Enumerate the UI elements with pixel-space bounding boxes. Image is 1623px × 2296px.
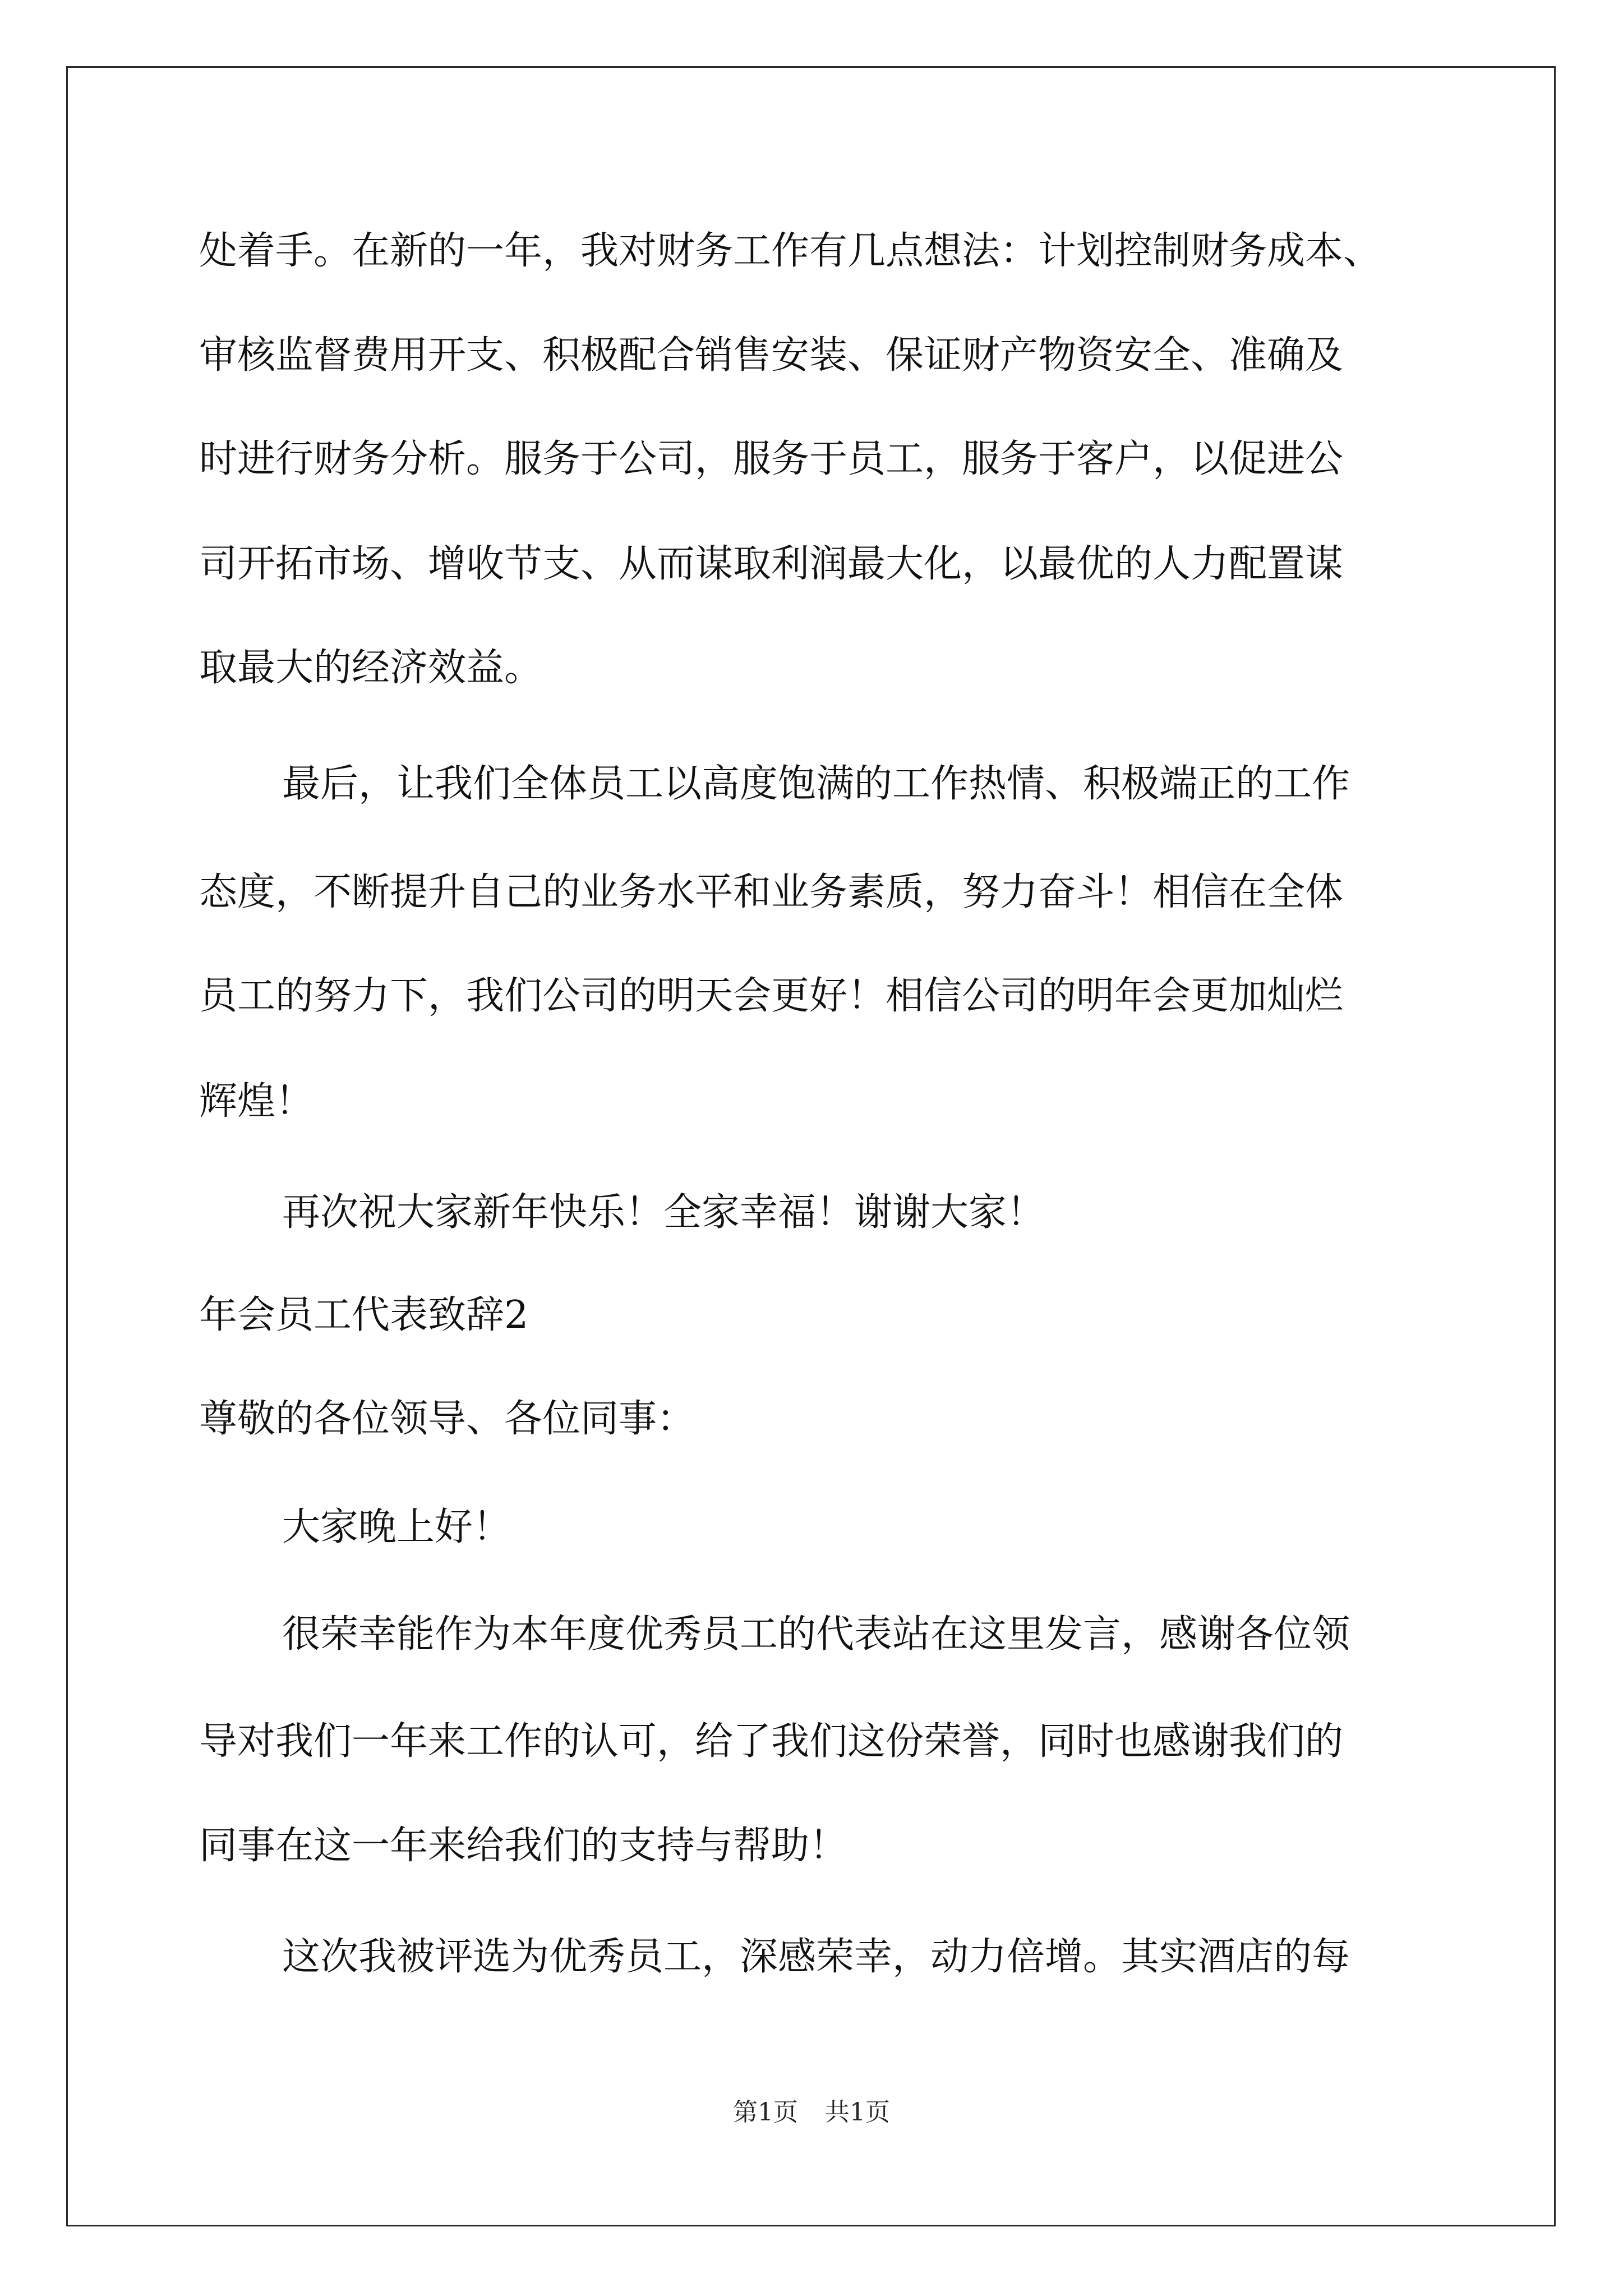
greeting: 大家晚上好！ — [282, 1505, 511, 1549]
body-line: 再次祝大家新年快乐！全家幸福！谢谢大家！ — [282, 1190, 1045, 1235]
body-line: 处着手。在新的一年，我对财务工作有几点想法：计划控制财务成本、 — [199, 229, 1382, 273]
body-line: 导对我们一年来工作的认可，给了我们这份荣誉，同时也感谢我们的 — [199, 1719, 1344, 1764]
body-line: 时进行财务分析。服务于公司，服务于员工，服务于客户，以促进公 — [199, 437, 1344, 481]
page-total: 共1页 — [825, 2098, 890, 2127]
body-line: 这次我被评选为优秀员工，深感荣幸，动力倍增。其实酒店的每 — [282, 1935, 1350, 1979]
section-heading: 年会员工代表致辞2 — [199, 1293, 529, 1337]
page-number: 第1页 — [733, 2098, 798, 2127]
body-line: 辉煌！ — [199, 1079, 314, 1124]
body-line: 司开拓市场、增收节支、从而谋取利润最大化，以最优的人力配置谋 — [199, 542, 1344, 586]
salutation: 尊敬的各位领导、各位同事： — [199, 1397, 695, 1441]
body-line: 同事在这一年来给我们的支持与帮助！ — [199, 1824, 848, 1868]
page-footer — [0, 2100, 1623, 2125]
body-line: 审核监督费用开支、积极配合销售安装、保证财产物资安全、准确及 — [199, 333, 1344, 378]
body-line: 态度，不断提升自己的业务水平和业务素质，努力奋斗！相信在全体 — [199, 870, 1344, 914]
body-line: 很荣幸能作为本年度优秀员工的代表站在这里发言，感谢各位领 — [282, 1612, 1350, 1657]
body-line: 取最大的经济效益。 — [199, 646, 543, 690]
body-line: 最后，让我们全体员工以高度饱满的工作热情、积极端正的工作 — [282, 762, 1350, 806]
body-line: 员工的努力下，我们公司的明天会更好！相信公司的明年会更加灿烂 — [199, 974, 1344, 1018]
page-border — [66, 66, 1556, 2226]
